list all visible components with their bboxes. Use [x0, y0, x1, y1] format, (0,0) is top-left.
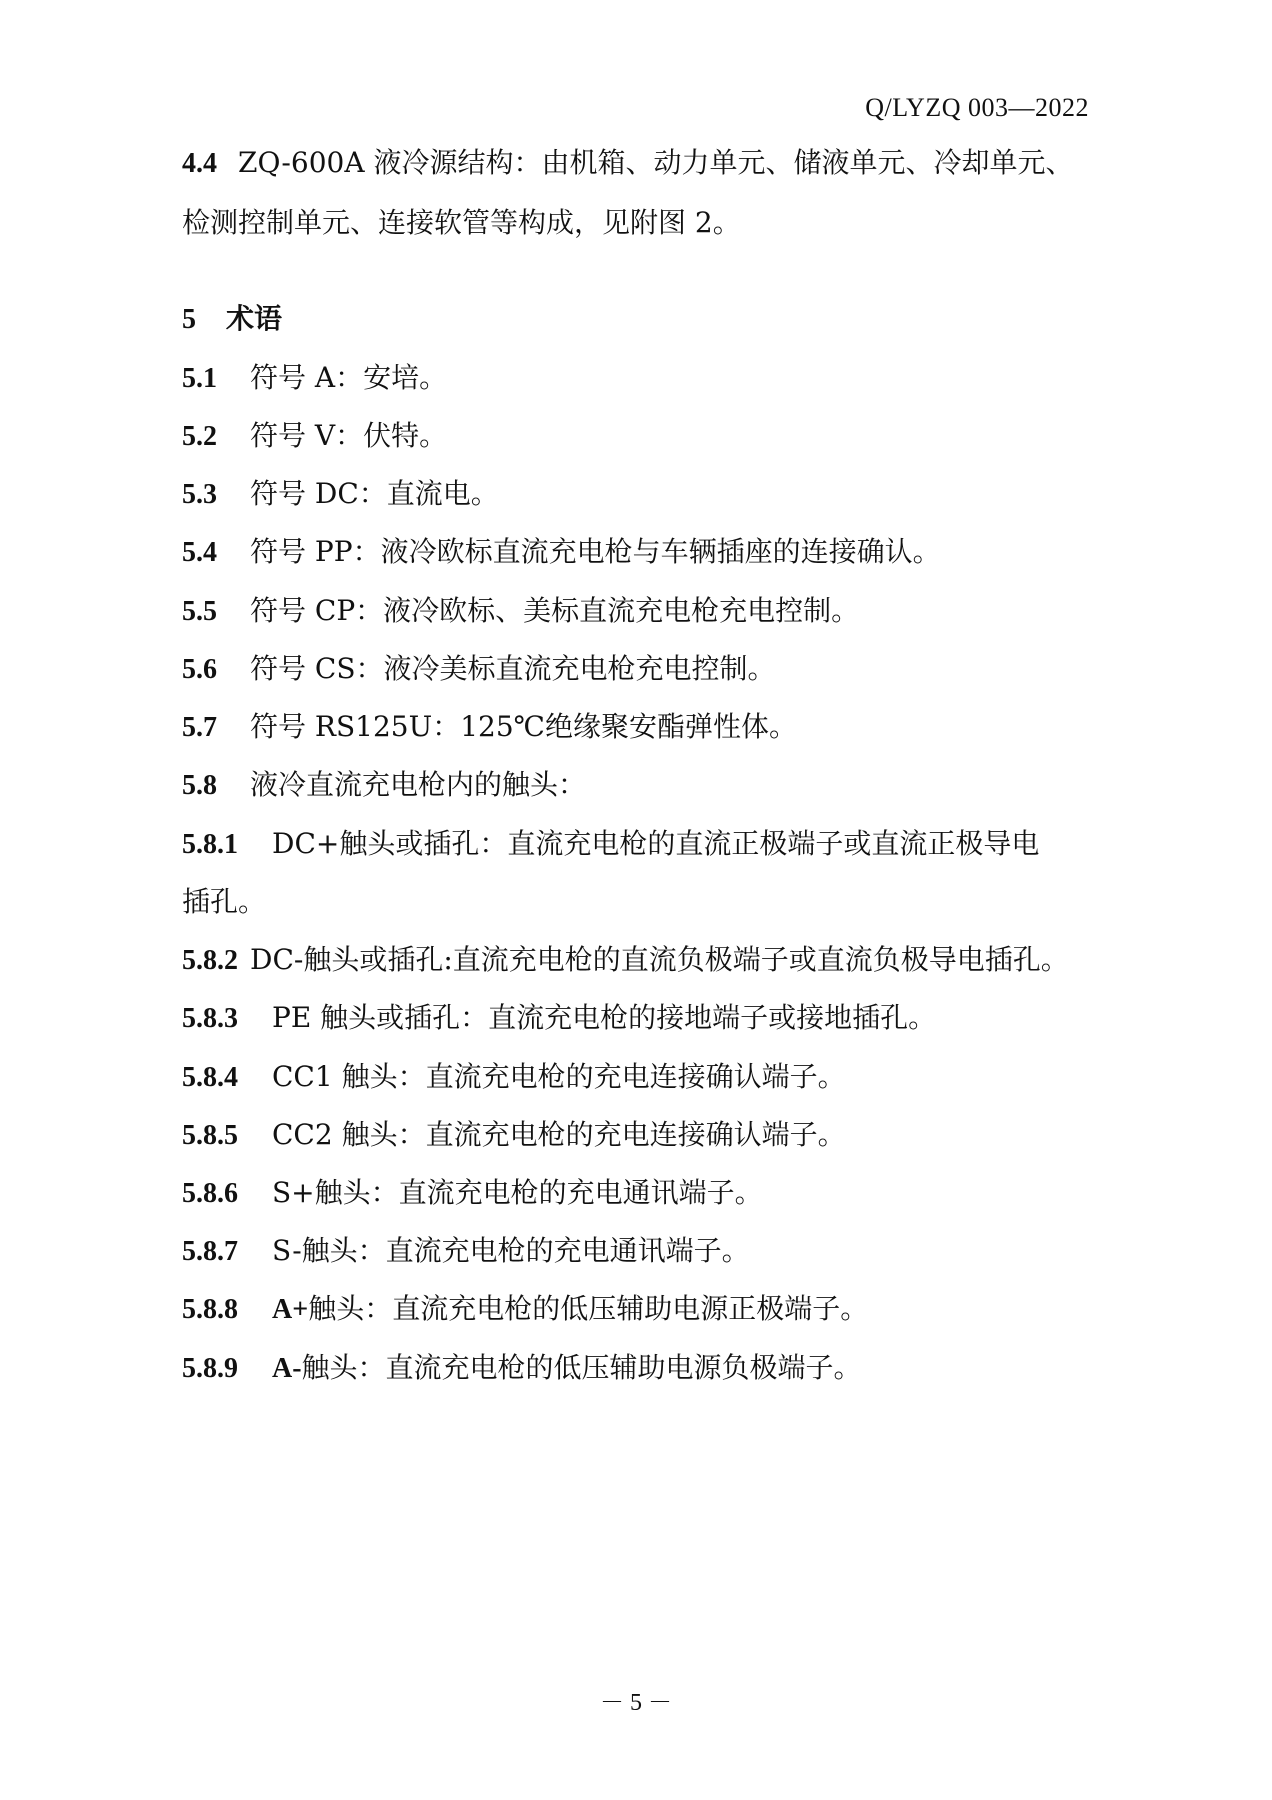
- page-number: － 5 －: [600, 1690, 672, 1716]
- clause-number: 5.8.2: [182, 945, 238, 976]
- clause-5-8-7: [182, 1234, 750, 1269]
- clause-5-8-6: [182, 1176, 763, 1211]
- clause-text: CC2 触头：直流充电枪的充电连接确认端子。: [272, 1118, 846, 1151]
- clause-5-8-1-continuation: [182, 885, 266, 919]
- clause-number: 5.8.6: [182, 1178, 238, 1209]
- clause-5-8-2: [182, 943, 1069, 978]
- clause-number: 5.5: [182, 596, 217, 627]
- clause-5-5: [182, 594, 859, 629]
- clause-text: 液冷直流充电枪内的触头：: [250, 768, 587, 801]
- clause-text: 符号 PP：液冷欧标直流充电枪与车辆插座的连接确认。: [250, 535, 941, 568]
- document-code: Q/LYZQ 003—2022: [865, 93, 1089, 122]
- clause-5-8-3: [182, 1001, 936, 1036]
- clause-5-8-4: [182, 1060, 846, 1095]
- clause-5-8: [182, 768, 586, 803]
- clause-number: 5.8.9: [182, 1353, 238, 1384]
- clause-number: 5.7: [182, 712, 217, 743]
- clause-5-8-5: [182, 1118, 846, 1153]
- clause-number: 5.8.8: [182, 1294, 238, 1325]
- section-title: 术语: [226, 302, 283, 335]
- clause-number: 4.4: [182, 148, 217, 179]
- clause-5-8-9: [182, 1351, 862, 1386]
- clause-text: 触头：直流充电枪的低压辅助电源负极端子。: [301, 1351, 862, 1384]
- clause-text: 符号 A：安培。: [250, 361, 448, 394]
- clause-label: A+: [272, 1294, 309, 1325]
- clause-text: S-触头：直流充电枪的充电通讯端子。: [272, 1234, 750, 1267]
- section-5-heading: [182, 302, 282, 337]
- clause-number: 5.6: [182, 654, 217, 685]
- clause-text: 插孔。: [182, 885, 267, 918]
- clause-number: 5.8.3: [182, 1003, 238, 1034]
- clause-5-4: [182, 535, 941, 570]
- clause-number: 5.8.4: [182, 1062, 238, 1093]
- clause-text: DC-触头或插孔:直流充电枪的直流负极端子或直流负极导电插孔。: [250, 943, 1069, 976]
- clause-number: 5.8.7: [182, 1236, 238, 1267]
- clause-4-4: [182, 146, 1073, 181]
- clause-5-8-1: [182, 827, 1039, 862]
- clause-text: DC+触头或插孔：直流充电枪的直流正极端子或直流正极导电: [272, 827, 1040, 860]
- clause-number: 5.4: [182, 537, 217, 568]
- clause-5-2: [182, 419, 447, 454]
- clause-text: 触头：直流充电枪的低压辅助电源正极端子。: [308, 1292, 869, 1325]
- clause-text: 符号 DC：直流电。: [250, 477, 499, 510]
- clause-5-8-8: [182, 1292, 868, 1327]
- clause-number: 5.2: [182, 421, 217, 452]
- clause-number: 5.1: [182, 363, 217, 394]
- clause-5-1: [182, 361, 447, 396]
- clause-4-4-continuation: [182, 206, 741, 240]
- clause-text: 检测控制单元、连接软管等构成，见附图 2。: [182, 206, 741, 239]
- clause-text: 符号 V：伏特。: [250, 419, 448, 452]
- clause-text: PE 触头或插孔：直流充电枪的接地端子或接地插孔。: [272, 1001, 937, 1034]
- clause-number: 5.8: [182, 770, 217, 801]
- clause-text: ZQ-600A 液冷源结构：由机箱、动力单元、储液单元、冷却单元、: [238, 146, 1074, 179]
- section-number: 5: [182, 304, 196, 335]
- clause-text: S+触头：直流充电枪的充电通讯端子。: [272, 1176, 763, 1209]
- clause-text: 符号 RS125U：125℃绝缘聚安酯弹性体。: [250, 710, 797, 743]
- clause-5-7: [182, 710, 797, 745]
- clause-number: 5.8.5: [182, 1120, 238, 1151]
- clause-5-3: [182, 477, 499, 512]
- clause-number: 5.8.1: [182, 829, 238, 860]
- clause-label: A-: [272, 1353, 302, 1384]
- clause-number: 5.3: [182, 479, 217, 510]
- clause-5-6: [182, 652, 776, 687]
- clause-text: CC1 触头：直流充电枪的充电连接确认端子。: [272, 1060, 846, 1093]
- clause-text: 符号 CP：液冷欧标、美标直流充电枪充电控制。: [250, 594, 860, 627]
- clause-text: 符号 CS：液冷美标直流充电枪充电控制。: [250, 652, 776, 685]
